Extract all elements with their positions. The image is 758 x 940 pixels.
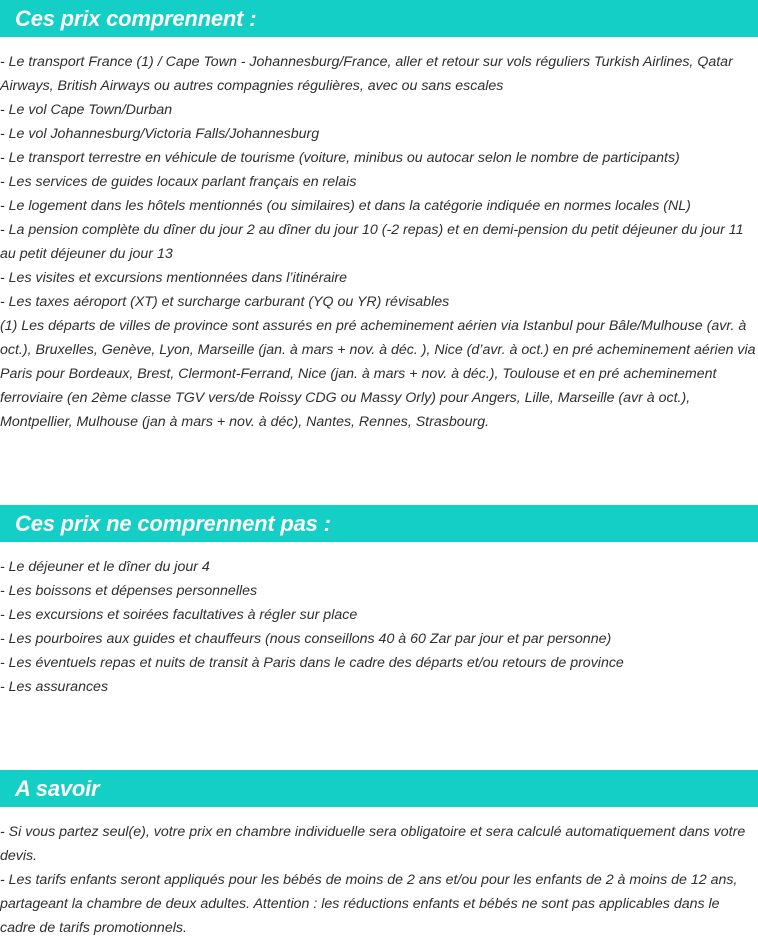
list-item: - Les éventuels repas et nuits de transit à Paris dans le cadre des départs et/ou retours de province bbox=[0, 655, 624, 671]
section-title-good-to-know: A savoir bbox=[15, 775, 100, 801]
list-item: - Le vol Cape Town/Durban bbox=[0, 102, 173, 118]
list-item: - Les assurances bbox=[0, 679, 109, 695]
list-item: - Les excursions et soirées facultatives à régler sur place bbox=[0, 607, 358, 623]
included-list bbox=[0, 37, 758, 434]
good-to-know-list bbox=[0, 807, 758, 940]
list-item: - Si vous partez seul(e), votre prix en chambre individuelle sera obligatoire et sera calculé automatiquement dans votre devis. bbox=[0, 824, 746, 864]
footnote-departures: (1) Les départs de villes de province sont assurés en pré acheminement aérien via Istanbul pour Bâle/Mulhouse (avr. à oct.), Bruxelles, Genève, Lyon, Marseille (jan. à mars + nov. à déc. ), Nice (d’avr. à oct.) en pré acheminement aérien via Paris pour Bordeaux, Brest, Clermont-Ferrand, Nice (jan. à mars + nov. à déc.), Toulouse et en pré acheminement ferroviaire (en 2ème classe TGV vers/de Roissy CDG ou Massy Orly) pour Angers, Lille, Marseille (avr à oct.), Montpellier, Mulhouse (jan à mars + nov. à déc), Nantes, Rennes, Strasbourg. bbox=[0, 318, 756, 430]
list-item: - Le vol Johannesburg/Victoria Falls/Johannesburg bbox=[0, 126, 320, 142]
list-item: - Les taxes aéroport (XT) et surcharge carburant (YQ ou YR) révisables bbox=[0, 294, 450, 310]
section-not-included bbox=[0, 505, 758, 699]
list-item: - Les tarifs enfants seront appliqués pour les bébés de moins de 2 ans et/ou pour les enfants de 2 à moins de 12 ans, partageant la chambre de deux adultes. Attention : les réductions enfants et bébés ne sont pas applicables dans le cadre de tarifs promotionnels. bbox=[0, 872, 738, 936]
list-item: - Le transport France (1) / Cape Town - Johannesburg/France, aller et retour sur vols réguliers Turkish Airlines, Qatar Airways, British Airways ou autres compagnies régulières, avec ou sans escales bbox=[0, 54, 733, 94]
list-item: - Le logement dans les hôtels mentionnés (ou similaires) et dans la catégorie indiquée en normes locales (NL) bbox=[0, 198, 691, 214]
section-header-included bbox=[0, 0, 758, 37]
not-included-list bbox=[0, 542, 758, 699]
list-item: - Les services de guides locaux parlant français en relais bbox=[0, 174, 357, 190]
list-item: - Les pourboires aux guides et chauffeurs (nous conseillons 40 à 60 Zar par jour et par personne) bbox=[0, 631, 612, 647]
section-title-not-included: Ces prix ne comprennent pas : bbox=[15, 510, 331, 536]
list-item: - Les boissons et dépenses personnelles bbox=[0, 583, 258, 599]
section-good-to-know bbox=[0, 770, 758, 940]
section-header-good-to-know bbox=[0, 770, 758, 807]
list-item: - Le déjeuner et le dîner du jour 4 bbox=[0, 559, 210, 575]
section-header-not-included bbox=[0, 505, 758, 542]
list-item: - La pension complète du dîner du jour 2 au dîner du jour 10 (-2 repas) et en demi-pension du petit déjeuner du jour 11 au petit déjeuner du jour 13 bbox=[0, 222, 744, 262]
section-title-included: Ces prix comprennent : bbox=[15, 5, 257, 31]
list-item: - Les visites et excursions mentionnées dans l’itinéraire bbox=[0, 270, 347, 286]
section-included bbox=[0, 0, 758, 434]
list-item: - Le transport terrestre en véhicule de tourisme (voiture, minibus ou autocar selon le nombre de participants) bbox=[0, 150, 680, 166]
